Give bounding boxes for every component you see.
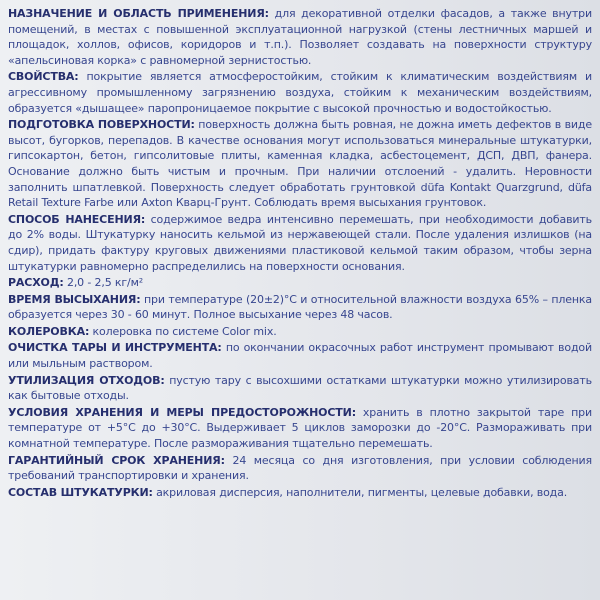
section-heading: КОЛЕРОВКА: — [8, 324, 90, 338]
section-heading: РАСХОД: — [8, 276, 64, 290]
section-heading: ВРЕМЯ ВЫСЫХАНИЯ: — [8, 292, 141, 306]
section-heading: НАЗНАЧЕНИЕ И ОБЛАСТЬ ПРИМЕНЕНИЯ: — [8, 7, 269, 20]
section-drying-time — [8, 292, 592, 323]
section-text: поверхность должна быть ровная, не дожна иметь дефектов в виде высот, бугорков, перепадов. В качестве основания могут использоваться минеральные штукатурки, гипсокартон, бетон, гипсолитовые плиты, каменная кладка, асбестоцемент, ДСП, ДВП, фанера. Основание должно быть чистым и прочным. При наличии отслоений - удалить. Неровности заполнить шпатлевкой. Поверхность следует обработать грунтовкой düfa Kontakt Quarzgrund, düfa Retail Texture Farbe или Axton Кварц-Грунт. Соблюдать время высыхания грунтовок. — [8, 118, 592, 210]
section-composition — [8, 485, 592, 501]
section-heading: ПОДГОТОВКА ПОВЕРХНОСТИ: — [8, 118, 195, 132]
section-text: при температуре (20±2)°С и относительной влажности воздуха 65% – пленка образуется через 30 - 60 минут. Полное высыхание через 48 часов. — [8, 292, 592, 322]
section-heading: ГАРАНТИЙНЫЙ СРОК ХРАНЕНИЯ: — [8, 453, 225, 467]
section-heading: СПОСОБ НАНЕСЕНИЯ: — [8, 212, 146, 226]
section-application — [8, 212, 592, 274]
section-text: 24 месяца со дня изготовления, при условии соблюдения требований транспортировки и хранения. — [8, 453, 592, 483]
section-text: содержимое ведра интенсивно перемешать, при необходимости добавить до 2% воды. Штукатурку наносить кельмой из нержавеющей стали. После удаления излишков (на сдир), придать фактуру круговых движениями пластиковой кельмой таким образом, чтобы зерна штукатурки равномерно распределились на поверхности основания. — [8, 212, 592, 273]
section-text: покрытие является атмосферостойким, стойким к климатическим воздействиям и агрессивному промышленному загрязнению воздуха, стойким к механическим воздействиям, образуется «дышащее» паропроницаемое покрытие с высокой прочностью и водостойкостью. — [8, 70, 592, 115]
section-tinting — [8, 324, 592, 340]
section-disposal — [8, 373, 592, 404]
section-text: колеровка по системе Color mix. — [89, 324, 277, 338]
section-text: для декоративной отделки фасадов, а также внутри помещений, в местах с повышенной эксплуатационной нагрузкой (стены лестничных маршей и площадок, холлов, офисов, коридоров и т.п.). Позволяет создавать на поверхности структуру «апельсиновая корка» с равномерной зернистостью. — [8, 7, 592, 67]
section-heading: УТИЛИЗАЦИЯ ОТХОДОВ: — [8, 373, 165, 387]
section-heading: УСЛОВИЯ ХРАНЕНИЯ И МЕРЫ ПРЕДОСТОРОЖНОСТИ: — [8, 405, 356, 419]
section-surface-prep — [8, 117, 592, 211]
section-cleaning — [8, 340, 592, 371]
section-properties — [8, 69, 592, 116]
section-text: хранить в плотно закрытой таре при температуре от +5°С до +30°С. Выдерживает 5 циклов заморозки до -20°С. Размораживать при комнатной температуре. После размораживания тщательно перемешать. — [8, 405, 592, 451]
section-text: пустую тару с высохшими остатками штукатурки можно утилизировать как бытовые отходы. — [8, 373, 592, 403]
section-consumption — [8, 275, 592, 291]
section-shelf-life — [8, 453, 592, 484]
section-heading: ОЧИСТКА ТАРЫ И ИНСТРУМЕНТА: — [8, 341, 222, 355]
section-text: акриловая дисперсия, наполнители, пигменты, целевые добавки, вода. — [152, 485, 568, 499]
section-heading: СВОЙСТВА: — [8, 70, 79, 84]
section-text: 2,0 - 2,5 кг/м² — [63, 276, 144, 290]
section-text: по окончании окрасочных работ инструмент промывают водой или мыльным раствором. — [8, 341, 592, 371]
section-purpose — [8, 6, 592, 68]
section-heading: СОСТАВ ШТУКАТУРКИ: — [8, 485, 153, 499]
section-storage — [8, 405, 592, 452]
